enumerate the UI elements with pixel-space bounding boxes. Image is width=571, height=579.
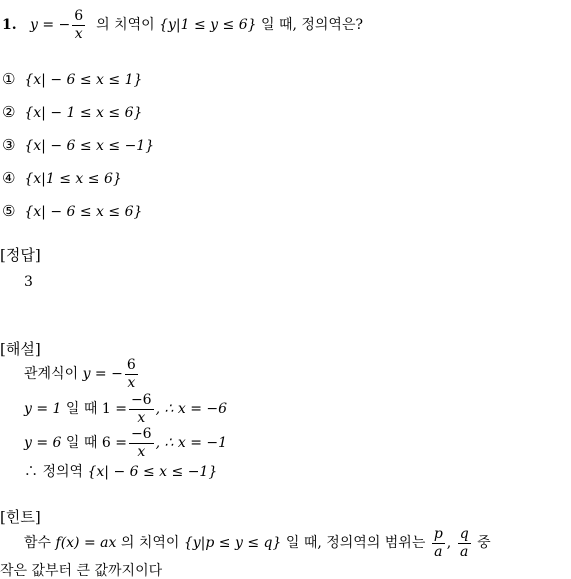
- hint-q-den: a: [460, 543, 469, 560]
- expl-cond: y = 1: [24, 401, 62, 418]
- expl-result: , ∴ x = −1: [155, 435, 228, 452]
- choice-mark: ①: [2, 70, 16, 88]
- question-frac-num: 6: [74, 8, 84, 24]
- choice-expr: {x| − 6 ≤ x ≤ −1}: [24, 138, 155, 154]
- question-lhs: y = −: [29, 17, 71, 34]
- expl-frac-num: 6: [126, 357, 136, 373]
- expl-frac-num: −6: [130, 392, 152, 408]
- choice-mark: ③: [2, 136, 16, 154]
- question-frac-den: x: [74, 25, 83, 42]
- expl-conclusion-set: {x| − 6 ≤ x ≤ −1}: [87, 464, 218, 480]
- choice-4[interactable]: [2, 171, 122, 186]
- hint-fraction-q: [458, 527, 471, 559]
- choice-expr: {x| − 1 ≤ x ≤ 6}: [24, 105, 143, 121]
- question-number: 1.: [2, 17, 17, 34]
- answer-value: 3: [24, 274, 33, 290]
- hint-p-num: p: [433, 526, 443, 542]
- hint-line-2: 작은 값부터 큰 값까지이다: [0, 563, 163, 579]
- choice-2[interactable]: [2, 105, 142, 120]
- choice-mark: ②: [2, 103, 16, 121]
- explanation-line-4: [24, 465, 217, 479]
- question-text-1: 의 치역이: [96, 17, 155, 34]
- choice-expr: {x|1 ≤ x ≤ 6}: [24, 171, 122, 187]
- question-range: {y|1 ≤ y ≤ 6}: [159, 17, 257, 34]
- explanation-header: [해설]: [0, 340, 41, 358]
- question-text-2: 일 때, 정의역은?: [260, 17, 363, 34]
- expl-frac-den: x: [137, 443, 146, 460]
- expl-eq: 6 =: [101, 435, 127, 452]
- choice-mark: ⑤: [2, 202, 16, 220]
- hint-q-num: q: [459, 526, 469, 542]
- expl-frac-den: x: [127, 374, 136, 391]
- hint-p-den: a: [434, 543, 443, 560]
- hint-text-4: 중: [477, 535, 491, 552]
- choice-1[interactable]: [2, 72, 142, 87]
- explanation-line-3: [24, 427, 227, 459]
- expl-frac-den: x: [137, 409, 146, 426]
- hint-text-1: 함수: [24, 535, 52, 552]
- choice-expr: {x| − 6 ≤ x ≤ 6}: [24, 204, 143, 220]
- question: [2, 9, 363, 41]
- hint-text-2: 의 치역이: [120, 535, 180, 552]
- expl-fraction: [125, 358, 138, 390]
- hint-fraction-p: [432, 527, 445, 559]
- expl-when: 일 때: [65, 401, 98, 418]
- answer-header: [정답]: [0, 246, 41, 264]
- expl-conclusion-label: ∴ 정의역: [24, 464, 84, 480]
- hint-header: [힌트]: [0, 508, 41, 526]
- hint-range: {y|p ≤ y ≤ q}: [183, 535, 282, 552]
- explanation-line-1: [24, 358, 140, 390]
- expl-fraction: [129, 393, 154, 425]
- hint-comma: ,: [446, 535, 452, 552]
- expl-lhs: y = −: [82, 366, 123, 383]
- choice-3[interactable]: [2, 138, 154, 153]
- choice-5[interactable]: [2, 204, 142, 219]
- expl-result: , ∴ x = −6: [155, 401, 228, 418]
- expl-text: 관계식이: [24, 366, 79, 383]
- expl-when: 일 때: [65, 435, 98, 452]
- expl-cond: y = 6: [24, 435, 62, 452]
- expl-fraction: [129, 427, 154, 459]
- choice-expr: {x| − 6 ≤ x ≤ 1}: [24, 72, 143, 88]
- expl-frac-num: −6: [130, 426, 152, 442]
- question-fraction: [72, 9, 85, 41]
- hint-function: f(x) = ax: [55, 535, 117, 552]
- hint-text-3: 일 때, 정의역의 범위는: [285, 535, 426, 552]
- explanation-line-2: [24, 393, 227, 425]
- choice-mark: ④: [2, 169, 16, 187]
- expl-eq: 1 =: [101, 401, 127, 418]
- hint-line-1: [24, 527, 491, 559]
